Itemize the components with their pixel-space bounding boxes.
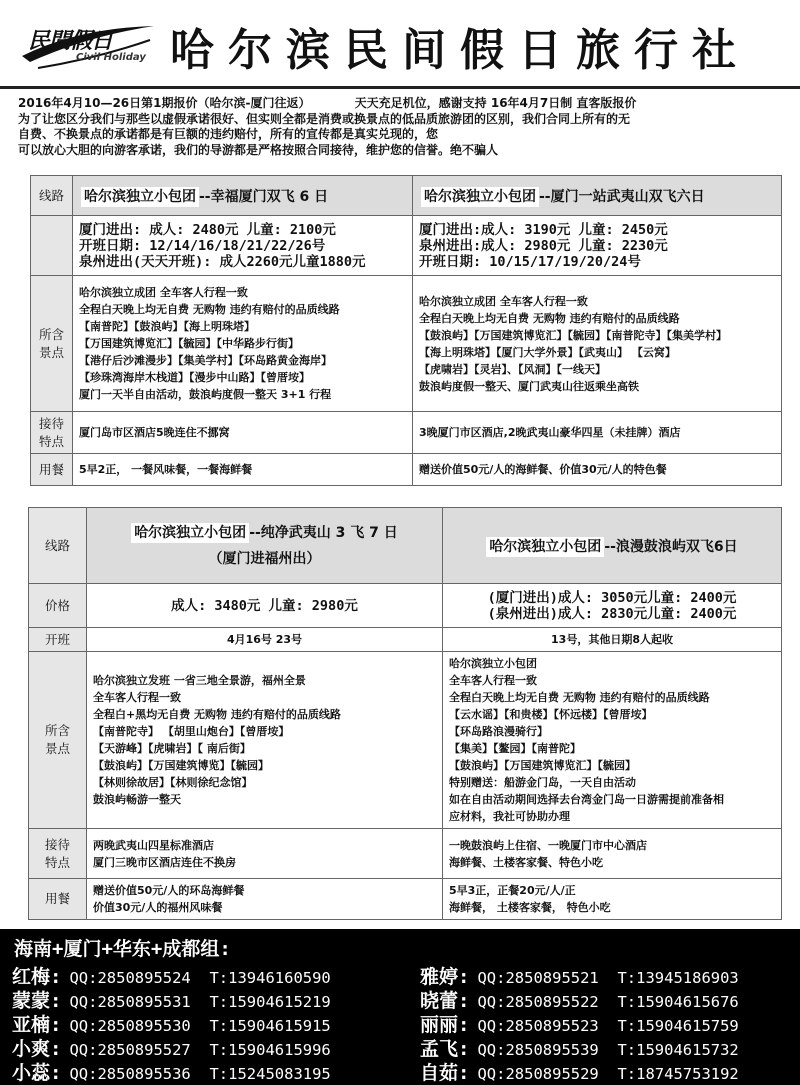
label-route: 线路 xyxy=(29,508,87,584)
contact-name: 红梅: xyxy=(12,966,62,988)
contact-name: 丽丽: xyxy=(420,1014,470,1036)
intro-line-1 xyxy=(18,96,788,112)
contact-entry xyxy=(12,1058,331,1085)
contact-name: 孟飞: xyxy=(420,1038,470,1060)
contact-qq: QQ:2850895529 xyxy=(477,1065,599,1083)
contact-entry xyxy=(420,1034,739,1061)
contact-qq: QQ:2850895522 xyxy=(477,993,599,1011)
label-schedule: 开班 xyxy=(29,628,87,652)
scenic-line: 全车客人行程一致 xyxy=(93,691,181,704)
scenic-cell-right xyxy=(413,276,782,412)
contact-tel: T:15904615915 xyxy=(209,1017,331,1035)
reception-left: 厦门岛市区酒店5晚连住不挪窝 xyxy=(73,412,413,454)
scenic-line: 【万国建筑博览汇】【毓园】【中华路步行街】 xyxy=(79,337,299,350)
price-line: 成人: 3480元 儿童: 2980元 xyxy=(171,597,358,614)
contact-name: 蒙蒙: xyxy=(12,990,62,1012)
contact-entry xyxy=(12,1010,331,1037)
scenic-line: 【林则徐故居】【林则徐纪念馆】 xyxy=(93,776,253,789)
contact-entry xyxy=(12,986,331,1013)
tour-title-wuyishan-7 xyxy=(87,508,443,584)
page-header xyxy=(0,0,800,90)
tour-title-suffix: --纯净武夷山 3 飞 7 日 xyxy=(249,524,398,541)
scenic-line: 【虎啸岩】【灵岩】、【风洞】【一线天】 xyxy=(419,362,606,376)
meal-left xyxy=(87,879,443,920)
scenic-line: 全程白天晚上均无自费 无购物 违约有赔付的品质线路 xyxy=(79,303,340,316)
price-cell-left xyxy=(87,584,443,628)
scenic-line: 如在自由活动期间选择去台湾金门岛一日游需提前准备相 xyxy=(449,793,724,806)
price-cell-left xyxy=(73,216,413,276)
intro-period: 2016年4月10—26日第1期报价（哈尔滨-厦门往返） xyxy=(18,96,311,110)
price-line: 厦门进出: 成人: 2480元 儿童: 2100元 xyxy=(79,221,336,238)
meal-line: 5早3正，正餐20元/人/正 xyxy=(449,884,576,897)
scenic-line: 厦门一天半自由活动，鼓浪屿度假一整天 3+1 行程 xyxy=(79,388,332,401)
scenic-line: 哈尔滨独立成团 全车客人行程一致 xyxy=(419,294,588,308)
schedule-line: 开班日期: 12/14/16/18/21/22/26号 xyxy=(79,237,326,254)
label-meal: 用餐 xyxy=(29,879,87,920)
price-line: 泉州进出:成人: 2980元 儿童: 2230元 xyxy=(419,237,668,254)
contact-qq: QQ:2850895524 xyxy=(69,969,191,987)
intro-text xyxy=(18,96,788,158)
label-route: 线路 xyxy=(31,176,73,216)
tour-title-gulangyu xyxy=(443,508,782,584)
contact-qq: QQ:2850895530 xyxy=(69,1017,191,1035)
contact-qq: QQ:2850895523 xyxy=(477,1017,599,1035)
scenic-line: 【鼓浪屿】【万国建筑博览汇】【毓园】 xyxy=(449,759,636,772)
scenic-line: 鼓浪屿度假一整天、厦门武夷山往返乘坐高铁 xyxy=(419,379,639,393)
reception-line: 一晚鼓浪屿上住宿、一晚厦门市中心酒店 xyxy=(449,838,647,852)
scenic-line: 全程白+黑均无自费 无购物 违约有赔付的品质线路 xyxy=(93,708,341,721)
scenic-line: 鼓浪屿畅游一整天 xyxy=(93,793,181,806)
scenic-line: 【鼓浪屿】【万国建筑博览汇】【毓园】【南普陀寺】【集美学村】 xyxy=(419,328,727,342)
contact-name: 小蕊: xyxy=(12,1062,62,1084)
reception-line: 海鲜餐、土楼客家餐、特色小吃 xyxy=(449,855,603,869)
scenic-line: 应材料，我社可协助办理 xyxy=(449,810,570,823)
contact-name: 小爽: xyxy=(12,1038,62,1060)
schedule-line: 开班日期: 10/15/17/19/20/24号 xyxy=(419,253,641,270)
label-meal: 用餐 xyxy=(31,454,73,486)
price-cell-right xyxy=(443,584,782,628)
intro-line-3: 自费、不换景点的承诺都是有巨额的违约赔付，所有的宣传都是真实兑现的，您 xyxy=(18,127,439,141)
tour-title-suffix: --厦门一站武夷山双飞六日 xyxy=(539,188,705,205)
label-scenic: 所含 景点 xyxy=(31,276,73,412)
contact-tel: T:13946160590 xyxy=(209,969,331,987)
scenic-cell-right xyxy=(443,652,782,829)
contact-name: 雅婷: xyxy=(420,966,470,988)
label-price: 价格 xyxy=(29,584,87,628)
price-line: (厦门进出)成人: 3050元儿童: 2400元 xyxy=(487,589,737,606)
contact-name: 晓蕾: xyxy=(420,990,470,1012)
scenic-line: 【港仔后沙滩漫步】【集美学村】【环岛路黄金海岸】 xyxy=(79,354,332,367)
tour-title-prefix: 哈尔滨独立小包团 xyxy=(81,187,199,207)
tour-title-note: （厦门进福州出） xyxy=(208,550,321,567)
scenic-line: 哈尔滨独立小包团 xyxy=(449,657,537,670)
logo-subtitle: Civil Holiday xyxy=(76,52,146,63)
reception-right: 3晚厦门市区酒店,2晚武夷山豪华四星（未挂牌）酒店 xyxy=(413,412,782,454)
scenic-line: 【南普陀】【鼓浪屿】【海上明珠塔】 xyxy=(79,320,255,333)
intro-line-2: 为了让您区分我们与那些以虚假承诺很好、但实则全都是消费或换景点的低品质旅游团的区别，我们合同上所有的无 xyxy=(18,111,631,126)
contact-tel: T:13945186903 xyxy=(617,969,739,987)
tour-title-suffix: --浪漫鼓浪屿双飞6日 xyxy=(604,538,738,555)
contact-qq: QQ:2850895527 xyxy=(69,1041,191,1059)
scenic-line: 【天游峰】【虎啸岩】【 南后街】 xyxy=(93,742,251,755)
contact-entry xyxy=(420,1058,739,1085)
price-line: (泉州进出)成人: 2830元儿童: 2400元 xyxy=(487,605,737,622)
intro-slogan: 天天充足机位，感谢支持 16年4月7日制 直客版报价 xyxy=(354,96,637,110)
label-scenic: 所含 景点 xyxy=(29,652,87,829)
contact-qq: QQ:2850895536 xyxy=(69,1065,191,1083)
scenic-line: 【南普陀寺】 【胡里山炮台】【曾厝垵】 xyxy=(93,725,290,738)
label-reception: 接待 特点 xyxy=(31,412,73,454)
contact-entry xyxy=(12,962,331,989)
tour-title-wuyishan xyxy=(413,176,782,216)
contact-footer xyxy=(0,929,800,1085)
contact-entry xyxy=(12,1034,331,1061)
scenic-line: 【珍珠湾海岸木栈道】【漫步中山路】【曾厝垵】 xyxy=(79,371,310,384)
intro-line-4: 可以放心大胆的向游客承诺，我们的导游都是严格按照合同接待，维护您的信誉。绝不骗人 xyxy=(18,142,499,157)
scenic-line: 哈尔滨独立发班 一省三地全景游，福州全景 xyxy=(93,674,306,687)
contact-qq: QQ:2850895521 xyxy=(477,969,599,987)
contact-name: 自茹: xyxy=(420,1062,470,1084)
reception-line: 两晚武夷山四星标准酒店 xyxy=(93,838,214,852)
reception-right xyxy=(443,829,782,879)
contact-qq: QQ:2850895539 xyxy=(477,1041,599,1059)
meal-line: 海鲜餐， 土楼客家餐， 特色小吃 xyxy=(449,901,611,914)
scenic-line: 【鼓浪屿】【万国建筑博览】【毓园】 xyxy=(93,759,269,772)
logo-text: 民間假日 xyxy=(28,29,113,54)
label-empty xyxy=(31,216,73,276)
scenic-cell-left xyxy=(87,652,443,829)
header-divider xyxy=(0,86,800,89)
label-reception: 接待 特点 xyxy=(29,829,87,879)
scenic-line: 【云水谣】【和贵楼】【怀远楼】【曾厝垵】 xyxy=(449,708,653,721)
scenic-line: 【环岛路浪漫骑行】 xyxy=(449,725,548,738)
tour-table-1 xyxy=(30,175,782,486)
price-line: 厦门进出:成人: 3190元 儿童: 2450元 xyxy=(419,221,668,238)
contact-entry xyxy=(420,986,739,1013)
contact-tel: T:15904615732 xyxy=(617,1041,739,1059)
tour-title-xiamen xyxy=(73,176,413,216)
page-title: 哈尔滨民间假日旅行社 xyxy=(170,25,750,76)
schedule-right: 13号，其他日期8人起收 xyxy=(443,628,782,652)
contact-tel: T:15904615676 xyxy=(617,993,739,1011)
meal-right: 赠送价值50元/人的海鲜餐、价值30元/人的特色餐 xyxy=(413,454,782,486)
reception-left xyxy=(87,829,443,879)
tour-table-2 xyxy=(28,507,782,920)
scenic-line: 全程白天晚上均无自费 无购物 违约有赔付的品质线路 xyxy=(449,691,710,704)
price-cell-right xyxy=(413,216,782,276)
scenic-line: 全程白天晚上均无自费 无购物 违约有赔付的品质线路 xyxy=(419,311,680,325)
scenic-cell-left xyxy=(73,276,413,412)
contact-tel: T:18745753192 xyxy=(617,1065,739,1083)
contact-tel: T:15904615759 xyxy=(617,1017,739,1035)
footer-title: 海南+厦门+华东+成都组: xyxy=(14,938,231,960)
schedule-left: 4月16号 23号 xyxy=(87,628,443,652)
contact-entry xyxy=(420,1010,739,1037)
meal-line: 价值30元/人的福州风味餐 xyxy=(93,901,223,914)
meal-line: 赠送价值50元/人的环岛海鲜餐 xyxy=(93,884,245,897)
company-logo xyxy=(18,18,158,74)
scenic-line: 特别赠送：船游金门岛，一天自由活动 xyxy=(449,776,636,789)
price-line: 泉州进出(天天开班): 成人2260元儿童1880元 xyxy=(79,253,366,270)
contact-entry xyxy=(420,962,739,989)
contact-tel: T:15904615996 xyxy=(209,1041,331,1059)
contact-tel: T:15245083195 xyxy=(209,1065,331,1083)
tour-title-prefix: 哈尔滨独立小包团 xyxy=(131,523,249,543)
tour-title-prefix: 哈尔滨独立小包团 xyxy=(486,537,604,557)
reception-line: 厦门三晚市区酒店连住不换房 xyxy=(93,855,236,869)
tour-title-suffix: --幸福厦门双飞 6 日 xyxy=(199,188,329,205)
contact-name: 亚楠: xyxy=(12,1014,62,1036)
tour-title-prefix: 哈尔滨独立小包团 xyxy=(421,187,539,207)
meal-right xyxy=(443,879,782,920)
contact-tel: T:15904615219 xyxy=(209,993,331,1011)
meal-left: 5早2正， 一餐风味餐，一餐海鲜餐 xyxy=(73,454,413,486)
scenic-line: 【集美】【鳌园】【南普陀】 xyxy=(449,742,581,755)
scenic-line: 哈尔滨独立成团 全车客人行程一致 xyxy=(79,286,248,299)
scenic-line: 全车客人行程一致 xyxy=(449,674,537,687)
contact-qq: QQ:2850895531 xyxy=(69,993,191,1011)
scenic-line: 【海上明珠塔】【厦门大学外景】【武夷山】 【云窝】 xyxy=(419,345,676,359)
